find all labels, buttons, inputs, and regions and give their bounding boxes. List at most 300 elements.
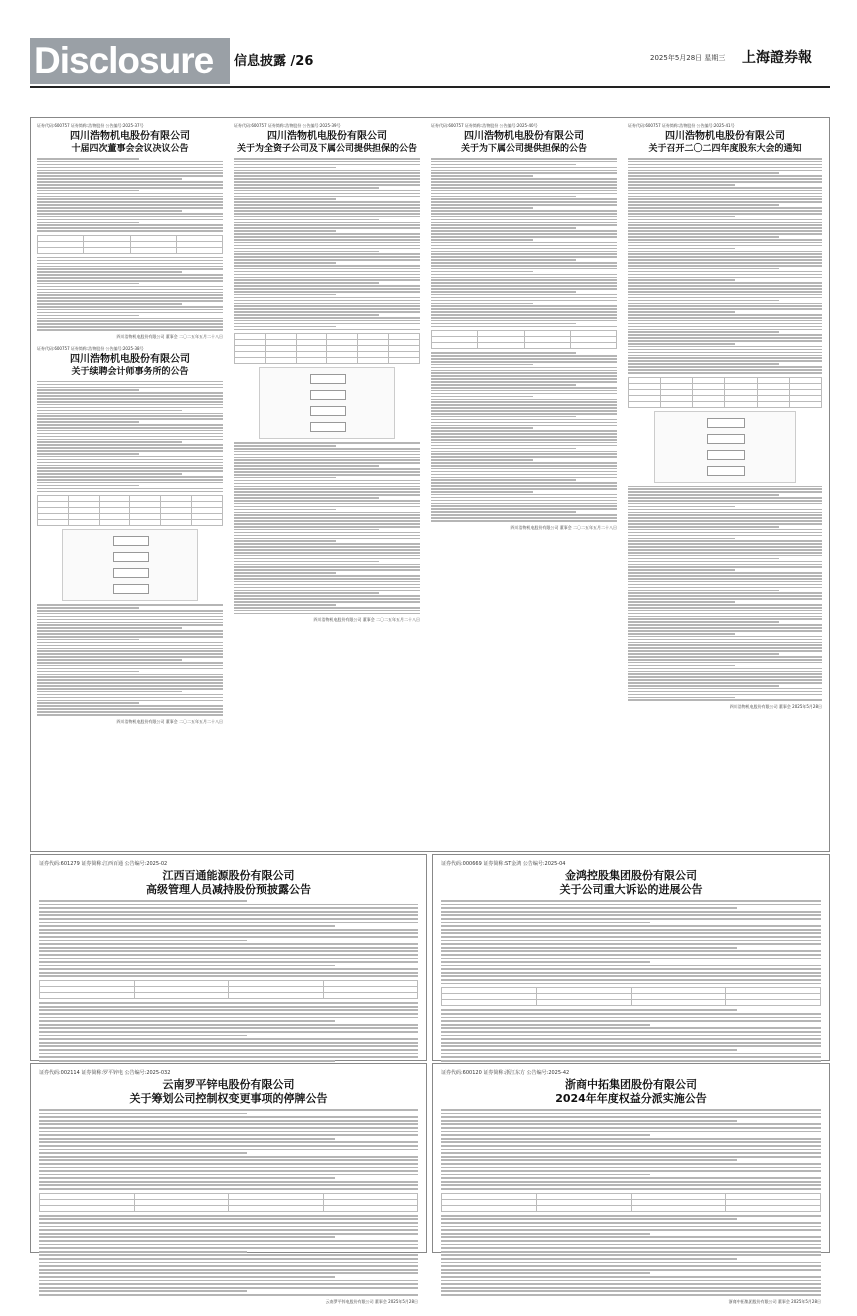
company-name: 四川浩物机电股份有限公司 [464,131,584,142]
text-line [628,167,822,169]
text-line [628,236,779,238]
text-line [441,922,650,924]
text-line [37,190,139,192]
article-body [39,1109,418,1190]
text-line [431,253,617,255]
text-line [628,181,822,183]
text-line [628,256,822,258]
text-line [39,1131,418,1133]
data-table [628,377,822,408]
text-line [628,621,779,623]
text-line [39,900,247,902]
stock-code-line: 证券代码:002114 证券简称:罗平锌电 公告编号:2025-032 [39,1070,171,1076]
text-line [431,384,576,386]
text-line [431,364,533,366]
text-line [628,517,822,519]
text-line [39,1138,335,1140]
text-line [39,1020,335,1022]
text-line [37,679,223,681]
text-line [441,979,821,981]
text-line [234,256,420,258]
stock-code-line: 证券代码:600757 证券简称:浩物股份 公告编号:2025-39号 [234,123,341,128]
text-line [234,193,420,195]
text-line [441,1251,821,1253]
text-line [37,280,223,282]
text-line [39,1276,335,1278]
text-line [628,308,822,310]
text-line [628,590,779,592]
text-line [39,1159,418,1161]
text-line [234,236,420,238]
text-line [628,193,822,195]
text-line [39,936,418,938]
text-line [234,584,420,586]
text-line [234,457,420,459]
text-line [39,1265,418,1267]
text-line [234,326,336,328]
text-line [37,320,223,322]
text-line [39,925,335,927]
text-line [234,503,420,505]
column-3 [431,123,617,845]
org-chart-box [113,536,150,546]
text-line [39,1031,418,1033]
text-line [234,540,336,542]
text-line [39,929,418,931]
text-line [431,204,617,206]
text-line [431,311,617,313]
text-line [37,705,223,707]
article-body [441,1109,821,1190]
announcement [39,860,418,1089]
text-line [234,224,420,226]
text-line [234,494,420,496]
text-line [234,555,420,557]
data-table [441,987,821,1006]
text-line [441,1020,821,1022]
text-line [628,253,822,255]
text-line [234,581,420,583]
text-line [431,404,617,406]
text-line [431,422,617,424]
text-line [37,418,223,420]
text-line [234,514,420,516]
text-line [628,369,822,371]
text-line [441,1247,821,1249]
text-line [441,968,821,970]
article-inner [433,1064,829,1316]
text-line [39,958,418,960]
org-chart-box [310,422,347,432]
text-line [628,242,822,244]
text-line [431,207,533,209]
text-line [234,216,420,218]
text-line [37,318,223,320]
text-line [39,1163,418,1165]
text-line [39,1170,418,1172]
text-line [628,360,822,362]
text-line [234,442,420,444]
org-chart-box [310,406,347,416]
text-line [441,907,737,909]
text-line [441,1017,821,1019]
text-line [441,1287,821,1289]
text-line [628,659,822,661]
disclosure-banner: Disclosure [30,38,230,84]
text-line [37,170,223,172]
text-line [441,1060,821,1062]
text-line [431,248,617,250]
text-line [37,674,223,676]
text-line [628,262,822,264]
text-line [234,448,420,450]
text-line [37,384,223,386]
text-line [628,581,822,583]
text-line [234,285,420,287]
text-line [234,248,420,250]
text-line [431,517,617,519]
text-line [234,500,420,502]
text-line [37,462,223,464]
text-line [234,175,420,177]
text-line [431,505,617,507]
text-line [37,286,223,288]
text-line [37,676,223,678]
text-line [37,616,223,618]
text-line [37,613,223,615]
text-line [37,639,139,641]
text-line [628,161,822,163]
text-line [234,187,379,189]
company-name: 浙商中拓集团股份有限公司 [565,1078,697,1091]
text-line [234,532,420,534]
text-line [628,334,822,336]
text-line [37,268,223,270]
text-line [441,1141,821,1143]
text-line [234,262,336,264]
text-line [628,291,822,293]
text-line [441,932,821,934]
text-line [628,529,822,531]
text-line [234,604,336,606]
text-line [628,514,822,516]
text-line [431,230,617,232]
org-chart-box [113,568,150,578]
text-line [234,517,420,519]
text-line [628,320,822,322]
text-line [431,158,617,160]
text-line [234,279,420,281]
text-line [628,650,822,652]
text-line [628,196,822,198]
text-line [39,1038,418,1040]
text-line [441,1170,821,1172]
text-line [628,671,822,673]
article-body [431,158,617,327]
page-header [30,38,830,84]
text-line [431,259,576,261]
text-line [39,954,418,956]
text-line [431,396,533,398]
text-line [234,230,336,232]
text-line [37,682,223,684]
text-line [431,485,617,487]
text-line [431,474,617,476]
text-line [431,488,617,490]
text-line [37,381,223,383]
text-line [431,387,617,389]
text-line [431,167,617,169]
text-line [37,456,223,458]
text-line [628,175,822,177]
text-line [441,1049,737,1051]
text-line [441,1109,821,1111]
text-line [234,204,420,206]
text-line [628,491,822,493]
text-line [37,230,223,232]
text-line [628,592,822,594]
text-line [441,1116,821,1118]
top-panel [30,117,830,852]
text-line [441,1265,821,1267]
text-line [441,1113,821,1115]
text-line [234,311,420,313]
text-line [39,914,418,916]
text-line [628,486,822,488]
text-line [628,647,822,649]
text-line [39,1294,418,1296]
text-line [628,665,735,667]
text-line [234,198,336,200]
text-line [628,679,822,681]
text-line [37,633,223,635]
text-line [234,170,420,172]
header-rule [30,86,830,88]
text-line [39,1024,418,1026]
article-body [441,900,821,984]
text-line [39,1152,247,1154]
text-line [37,222,139,224]
text-line [431,303,533,305]
text-line [628,540,822,542]
text-line [39,1269,418,1271]
text-line [39,1035,247,1037]
article-body [37,381,223,492]
text-line [431,413,617,415]
text-line [628,561,822,563]
announcement-title: 关于召开二〇二四年度股东大会的通知 [648,144,802,154]
text-line [37,668,223,670]
text-line [441,900,821,902]
text-line [628,636,822,638]
org-chart-box [310,390,347,400]
text-line [234,459,420,461]
text-line [234,222,420,224]
org-chart-box [113,552,150,562]
text-line [37,392,223,394]
text-line [628,494,779,496]
text-line [39,975,418,977]
text-line [431,425,617,427]
text-line [628,285,822,287]
text-line [431,193,617,195]
text-line [441,950,821,952]
org-chart-box [707,466,745,476]
text-line [234,465,379,467]
text-line [628,688,822,690]
text-line [37,650,223,652]
text-line [441,1177,821,1179]
text-line [39,1053,418,1055]
text-line [39,1049,418,1051]
text-line [39,1042,418,1044]
text-line [234,526,420,528]
text-line [234,512,420,514]
text-line [234,497,379,499]
text-line [431,433,617,435]
text-line [431,201,617,203]
org-chart-box [310,374,347,384]
text-line [234,566,420,568]
text-line [628,346,822,348]
signature: 四川浩物机电股份有限公司 董事会 二〇二五年五月二十八日 [313,617,420,623]
article-yunnan-luoping [30,1063,427,1304]
text-line [431,323,576,325]
text-line [37,665,223,667]
text-line [39,1244,418,1246]
text-line [37,161,223,163]
text-line [628,204,779,206]
text-line [39,1027,418,1029]
text-line [441,1152,821,1154]
company-name: 四川浩物机电股份有限公司 [70,353,190,365]
text-line [628,610,822,612]
text-line [37,439,223,441]
text-line [431,471,617,473]
text-line [628,555,822,557]
text-line [39,1113,247,1115]
text-line [628,558,779,560]
text-line [431,352,576,354]
text-line [441,936,821,938]
text-line [37,700,223,702]
announcement [37,346,223,725]
text-line [234,474,420,476]
text-line [628,172,779,174]
text-line [234,587,420,589]
text-line [39,1109,418,1111]
text-line [431,224,617,226]
text-line [628,216,735,218]
text-line [234,483,420,485]
text-line [628,326,822,328]
text-line [39,1017,418,1019]
text-line [37,283,139,285]
text-line [234,471,420,473]
text-line [37,491,223,493]
text-line [234,486,420,488]
text-line [431,477,617,479]
text-line [39,1123,418,1125]
text-line [628,526,779,528]
text-line [39,1247,418,1249]
text-line [37,479,223,481]
text-line [441,972,821,974]
article-body [628,158,822,374]
text-line [431,170,617,172]
text-line [431,378,617,380]
text-line [37,326,223,328]
text-line [234,282,379,284]
text-line [628,613,822,615]
text-line [431,430,617,432]
text-line [628,532,822,534]
text-line [37,274,223,276]
text-line [37,277,223,279]
text-line [39,1218,418,1220]
text-line [441,1038,821,1040]
text-line [441,1294,821,1296]
newspaper-masthead: 上海證券報 [742,50,812,66]
text-line [37,398,223,400]
text-line [628,372,822,374]
text-line [37,642,223,644]
text-line [39,1167,418,1169]
text-line [441,1145,821,1147]
text-line [431,265,617,267]
text-line [37,306,223,308]
text-line [628,546,822,548]
text-line [234,329,420,331]
text-line [234,564,420,566]
text-line [628,170,822,172]
text-line [234,308,420,310]
text-line [628,624,822,626]
text-line [234,488,420,490]
text-line [441,1290,821,1292]
text-line [39,1272,418,1274]
text-line [234,595,420,597]
text-line [37,610,223,612]
text-line [39,1290,247,1292]
text-line [431,291,576,293]
announcement [234,123,420,623]
text-line [441,1138,821,1140]
text-line [441,911,821,913]
text-line [628,601,735,603]
text-line [37,158,139,160]
text-line [441,1045,821,1047]
text-line [628,668,822,670]
announcement-title: 关于为下属公司提供担保的公告 [460,144,587,154]
text-line [441,983,821,985]
text-line [628,639,822,641]
text-line [628,656,822,658]
text-line [234,477,336,479]
text-line [431,427,533,429]
text-line [431,187,617,189]
text-line [628,630,822,632]
text-line [431,416,576,418]
text-line [441,1156,821,1158]
text-line [431,285,617,287]
text-line [431,175,533,177]
text-line [234,538,420,540]
text-line [441,1163,821,1165]
text-line [39,940,247,942]
section-title: 信息披露 /26 [234,54,314,69]
text-line [37,213,223,215]
